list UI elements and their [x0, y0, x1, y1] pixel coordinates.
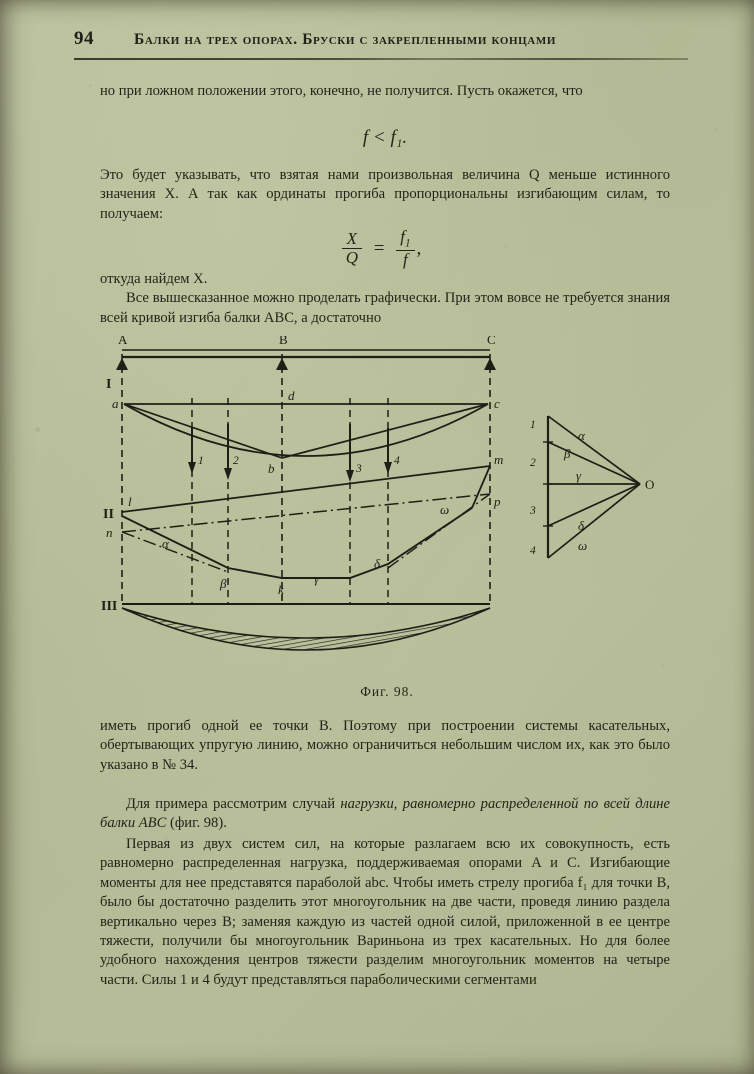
paragraph-lead: Для примера рассмотрим случай [126, 796, 341, 812]
load-arrow-2-head [224, 468, 232, 480]
body-paragraph-7 [100, 835, 670, 990]
body-paragraph-5 [100, 717, 670, 775]
body-paragraph-3 [100, 270, 670, 328]
figure-98-drawing [100, 336, 674, 686]
load-arrow-4-head [384, 462, 392, 474]
closing-line-n-p [122, 494, 490, 532]
page-number: 94 [74, 28, 94, 49]
force-division-label-4: 4 [530, 545, 536, 557]
point-label-p: p [494, 494, 501, 509]
body-paragraph-2 [100, 166, 670, 224]
fraction-numerator [396, 228, 414, 250]
load-number-4: 4 [394, 455, 400, 467]
force-ray-label-alpha: α [578, 428, 585, 443]
force-division-label-1: 1 [530, 419, 536, 431]
ray-label-gamma-left: γ [314, 571, 320, 586]
funicular-m-p-line [472, 466, 490, 508]
tangent-dashdot-n-beta [122, 532, 228, 572]
fraction-numerator: X [346, 229, 358, 249]
force-ray-delta [548, 484, 640, 526]
paragraph-text: Первая из двух систем сил, на которые разлагаем всю их совокупность, есть равномерно распределенная нагрузка, поддерживаемая опорами A и C. Изгибающие моменты для нее представятся параболой abc. Чтобы иметь стрелу прогиба f₁ для точки B, было бы достаточно разделить этот многоугольник на две части, проведя линию раздела вертикально через B; заменяя каждую из частей одной силой, приложенной в ее центре тяжести, получили бы многоугольник Вариньона из трех касательных. Но для более удобного нахождения центров тяжести разделим многоугольник моментов на четыре части. Силы 1 и 4 будут представляться параболическими сегментами [100, 836, 670, 988]
formula-x-over-q [100, 228, 670, 269]
figure-caption: Фиг. 98. [360, 684, 414, 699]
load-number-1: 1 [198, 455, 204, 467]
body-paragraph-6 [100, 795, 670, 834]
point-label-b: b [268, 461, 275, 476]
load-number-3: 3 [356, 463, 362, 475]
paragraph-text: иметь прогиб одной ее точки B. Поэтому при построении системы касательных, обертывающих упругую линию, можно ограничиться небольшим числом их, как это было указано в № 34. [100, 718, 670, 773]
paragraph-italic-phrase: нагрузки, равномерно распределенной по всей длине балки ABC [100, 796, 670, 832]
fraction-numerator-subscript: 1 [404, 237, 411, 250]
level-label-II: II [103, 507, 114, 522]
point-label-d: d [288, 388, 295, 403]
pole-label-O: O [645, 477, 655, 492]
paragraph-text: но при ложном положении этого, конечно, не получится. Пусть окажется, что [100, 83, 583, 99]
ray-label-omega-left: ω [440, 502, 450, 517]
force-division-label-3: 3 [530, 505, 536, 517]
figure-98 [100, 336, 674, 706]
point-label-m: m [494, 452, 504, 467]
formula-comma: , [416, 237, 422, 259]
fraction-denominator: f [396, 250, 414, 269]
force-ray-label-gamma: γ [576, 468, 582, 483]
label-C: C [487, 336, 496, 347]
paragraph-text: Все вышесказанное можно проделать графически. При этом вовсе не требуется знания всей кривой изгиба балки ABC, а достаточно [100, 290, 670, 326]
equals-sign: = [373, 237, 385, 259]
load-number-2: 2 [233, 455, 239, 467]
force-ray-label-delta: δ [578, 518, 585, 533]
ray-label-beta-left: β [220, 576, 227, 591]
fraction-numerator-base: f [400, 227, 405, 246]
level-label-I: I [106, 377, 112, 392]
force-ray-label-beta: β [564, 446, 571, 461]
force-ray-omega [548, 484, 640, 558]
body-paragraph-1 [100, 82, 670, 101]
load-arrow-3-head [346, 470, 354, 482]
running-head: Балки на трех опорах. Бруски с закрепленными концами [134, 31, 556, 48]
ray-label-alpha-left: α [162, 536, 169, 551]
point-label-c: c [494, 396, 500, 411]
paragraph-text: откуда найдем X. [100, 271, 208, 287]
chord-b-c [282, 404, 488, 458]
formula-inline: f < f₁. [362, 127, 408, 148]
force-ray-alpha [548, 416, 640, 484]
formula-f-less-f1 [100, 128, 670, 147]
fraction-denominator: Q [342, 248, 362, 267]
moment-parabola-abc [124, 404, 488, 456]
funicular-polygon-chain [122, 508, 472, 578]
paragraph-text [100, 795, 670, 834]
level-label-III: III [101, 599, 118, 614]
label-A: A [118, 336, 128, 347]
point-label-l: l [128, 494, 132, 509]
force-ray-label-omega: ω [578, 538, 588, 553]
point-label-a: a [112, 396, 119, 411]
point-label-n: n [106, 525, 113, 540]
label-B: B [279, 336, 288, 347]
paragraph-text: Это будет указывать, что взятая нами произвольная величина Q меньше истинного значения X. А так как ординаты прогиба пропорциональны изгибающим силам, то получаем: [100, 167, 670, 222]
header-rule [74, 58, 688, 60]
force-division-label-2: 2 [530, 457, 536, 469]
tangent-dashdot-delta-p [388, 494, 490, 568]
load-arrow-1-head [188, 462, 196, 474]
fraction-left [342, 230, 362, 267]
paragraph-tail: (фиг. 98). [166, 815, 227, 832]
point-label-k: k [278, 582, 284, 597]
ray-label-delta-left: δ [374, 556, 381, 571]
force-ray-beta [548, 442, 640, 484]
page-header [74, 28, 688, 50]
fraction-right [396, 228, 414, 269]
funicular-top-line [122, 466, 490, 512]
chord-a-b [124, 404, 282, 458]
deflection-hatched-area [122, 608, 490, 650]
